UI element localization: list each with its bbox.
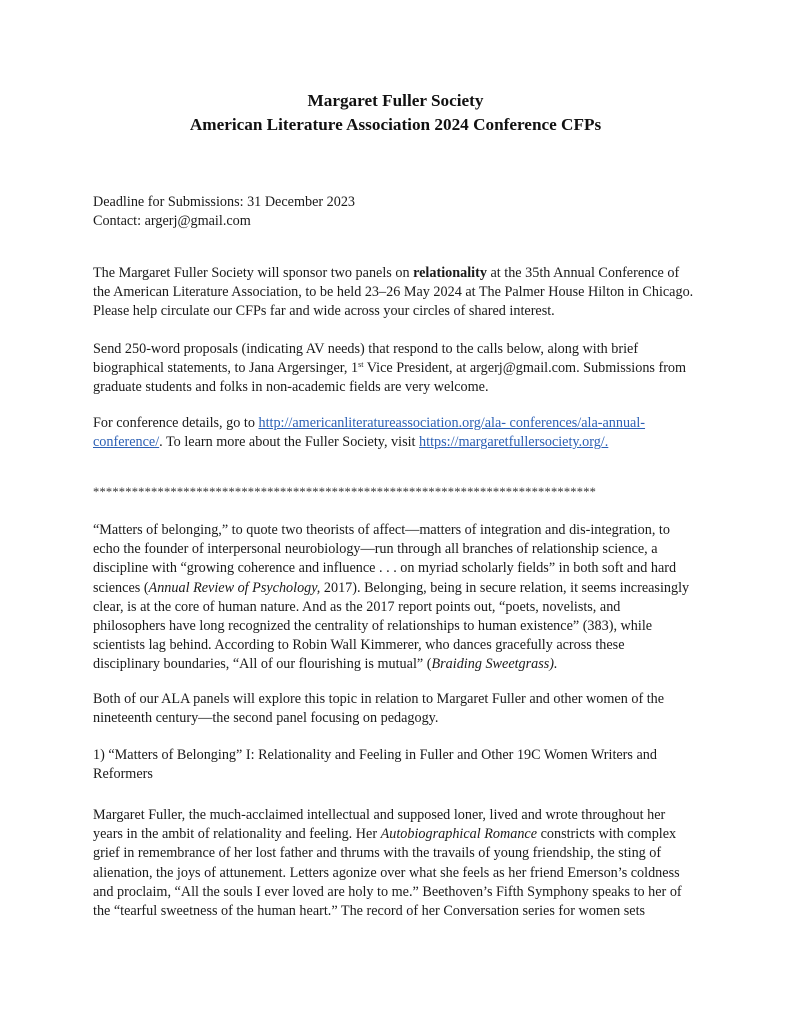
text-run: sciences (: [93, 579, 149, 596]
fuller-paragraph: [93, 806, 713, 921]
paragraph-line: Both of our ALA panels will explore this topic in relation to Margaret Fuller and other women of the: [93, 691, 665, 707]
italic-title: Braiding Sweetgrass).: [431, 656, 558, 673]
superscript: st: [358, 360, 364, 370]
paragraph-line: the “tearful sweetness of the human heart.” The record of her Conversation series for women sets: [93, 903, 646, 920]
paragraph-line: discipline with “growing coherence and influence . . . on myriad scholarly fields” in both soft and hard: [93, 560, 677, 577]
paragraph-line: [93, 359, 713, 378]
submission-meta: [93, 193, 713, 231]
paragraph-line: “Matters of belonging,” to quote two theorists of affect—matters of integration and dis-integration, to: [93, 522, 670, 538]
bold-term: relationality: [413, 265, 487, 281]
contact-text: Contact: argerj@gmail.com: [93, 213, 251, 230]
paragraph-line: [93, 414, 713, 433]
italic-title: Autobiographical Romance: [380, 826, 538, 843]
panel-one-heading: [93, 746, 713, 784]
submission-paragraph: [93, 340, 713, 398]
ala-conference-link-continued[interactable]: conference/: [93, 434, 160, 451]
paragraph-line: [93, 579, 713, 598]
paragraph-line: [93, 825, 713, 844]
asterisk-divider: ******************************************************************************: [93, 485, 597, 499]
text-run: Vice President, at argerj@gmail.com. Submissions from: [363, 360, 687, 377]
belonging-paragraph: [93, 521, 713, 675]
text-run: disciplinary boundaries, “All of our flourishing is mutual” (: [93, 656, 432, 673]
paragraph-line: Please help circulate our CFPs far and wide across your circles of shared interest.: [93, 303, 555, 320]
paragraph-line: philosophers have long recognized the centrality of relationships to human existence” (383), while: [93, 618, 653, 635]
paragraph-line: echo the founder of interpersonal neurobiology—run through all branches of relationship science, a: [93, 541, 658, 558]
text-run: at the 35th Annual Conference of: [486, 265, 680, 281]
document-title: Margaret Fuller Society: [307, 91, 484, 110]
text-run: years in the ambit of relationality and feeling. Her: [93, 826, 381, 843]
paragraph-line: and proclaim, “All the souls I ever loved are holy to me.” Beethoven’s Fifth Symphony speaks to her of: [93, 883, 682, 900]
panels-overview-paragraph: [93, 690, 713, 728]
text-run: constricts with complex: [537, 826, 677, 843]
paragraph-line: [93, 264, 713, 283]
italic-title: Annual Review of Psychology,: [148, 579, 321, 596]
fuller-society-link[interactable]: https://margaretfullersociety.org/.: [419, 434, 609, 451]
paragraph-line: Send 250-word proposals (indicating AV needs) that respond to the calls below, along with brief: [93, 341, 639, 357]
links-paragraph: [93, 414, 713, 452]
paragraph-line: graduate students and folks in non-academic fields are very welcome.: [93, 379, 489, 396]
paragraph-line: clear, is at the core of human nature. And as the 2017 report points out, “poets, novelists, and: [93, 598, 621, 615]
intro-paragraph: [93, 264, 713, 322]
paragraph-line: alienation, the joys of attunement. Letters agonize over what she feels as her friend Emerson’s coldness: [93, 864, 680, 881]
text-run: 2017). Belonging, being in secure relation, it seems increasingly: [320, 579, 690, 596]
text-run: biographical statements, to Jana Argersinger, 1: [93, 360, 359, 377]
paragraph-line: nineteenth century—the second panel focusing on pedagogy.: [93, 710, 439, 727]
paragraph-line: the American Literature Association, to be held 23–26 May 2024 at The Palmer House Hilton in Chicago.: [93, 284, 694, 301]
heading-line: 1) “Matters of Belonging” I: Relationality and Feeling in Fuller and Other 19C Women Writers and: [93, 747, 657, 763]
deadline-text: Deadline for Submissions: 31 December 2023: [93, 194, 356, 210]
ala-conference-link[interactable]: http://americanliteratureassociation.org/ala- conferences/ala-annual-: [258, 415, 646, 431]
paragraph-line: scientists lag behind. According to Robin Wall Kimmerer, who dances gracefully across these: [93, 637, 625, 654]
paragraph-line: [93, 433, 713, 452]
paragraph-line: Margaret Fuller, the much-acclaimed intellectual and supposed loner, lived and wrote throughout her: [93, 807, 666, 823]
heading-line: Reformers: [93, 766, 153, 783]
document-subtitle: American Literature Association 2024 Conference CFPs: [189, 115, 602, 134]
text-run: . To learn more about the Fuller Society, visit: [159, 434, 420, 451]
paragraph-line: grief in remembrance of her lost father and thrums with the travails of young friendship, the sting of: [93, 845, 662, 862]
paragraph-line: [93, 655, 713, 674]
text-run: The Margaret Fuller Society will sponsor two panels on: [93, 265, 414, 281]
text-run: For conference details, go to: [93, 415, 259, 431]
